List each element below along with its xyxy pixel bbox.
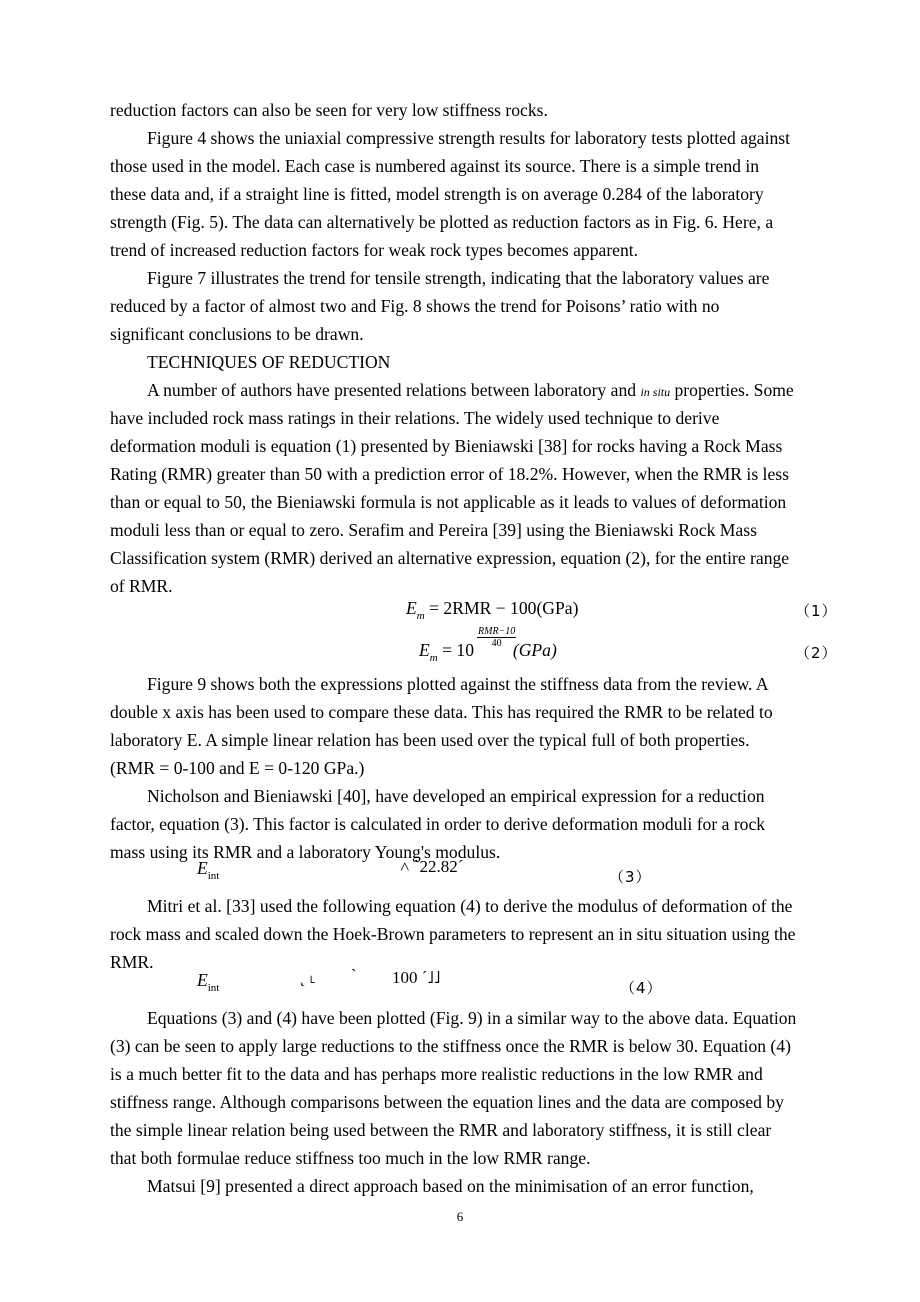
eq-rhs: = 2RMR − 100(GPa): [429, 598, 579, 618]
equation-number: （2）: [795, 644, 838, 662]
text-line: deformation moduli is equation (1) presented by Bieniawski [38] for rocks having a Rock Mass: [110, 436, 783, 456]
text-line: than or equal to 50, the Bieniawski formula is not applicable as it leads to values of deformation: [110, 492, 787, 512]
text-line: strength (Fig. 5). The data can alternatively be plotted as reduction factors as in Fig. 6. Here, a: [110, 212, 774, 232]
text-line: rock mass and scaled down the Hoek-Brown parameters to represent an in situ situation using the: [110, 924, 796, 944]
eq-base: = 10: [442, 640, 475, 660]
eq-subscript: m: [429, 652, 438, 664]
text-line: Classification system (RMR) derived an alternative expression, equation (2), for the entire range: [110, 548, 790, 568]
text-line: [147, 376, 830, 406]
text-line: these data and, if a straight line is fitted, model strength is on average 0.284 of the laboratory: [110, 184, 764, 204]
eq-symbol: E: [419, 640, 430, 660]
text-line: Nicholson and Bieniawski [40], have developed an empirical expression for a reduction: [147, 786, 765, 806]
eq-fragment: ˛ ˪: [300, 968, 316, 987]
eq-subscript: m: [416, 610, 425, 622]
equation-2: [419, 640, 557, 664]
text-line: (3) can be seen to apply large reductions to the stiffness once the RMR is below 30. Equation (4): [110, 1036, 791, 1056]
text-line: RMR.: [110, 952, 154, 972]
page-number: 6: [456, 1209, 464, 1224]
text-line: factor, equation (3). This factor is calculated in order to derive deformation moduli for a rock: [110, 814, 766, 834]
text-line: Equations (3) and (4) have been plotted (Fig. 9) in a similar way to the above data. Equation: [147, 1008, 797, 1028]
text-line: laboratory E. A simple linear relation has been used over the typical full of both properties.: [110, 730, 750, 750]
text-span: A number of authors have presented relations between laboratory and: [147, 380, 641, 400]
text-span: properties. Some: [670, 380, 794, 400]
eq-subscript: int: [207, 870, 220, 882]
text-line: of RMR.: [110, 576, 173, 596]
equation-number: （4）: [620, 979, 663, 997]
equation-number: （3）: [609, 868, 652, 886]
equation-number: （1）: [795, 602, 838, 620]
text-line: moduli less than or equal to zero. Serafim and Pereira [39] using the Bieniawski Rock Mass: [110, 520, 757, 540]
exp-denominator: 40: [491, 638, 502, 649]
text-line: double x axis has been used to compare these data. This has required the RMR to be related to: [110, 702, 773, 722]
text-line: those used in the model. Each case is numbered against its source. There is a simple trend in: [110, 156, 760, 176]
text-line: Matsui [9] presented a direct approach based on the minimisation of an error function,: [147, 1176, 754, 1196]
eq-unit: (GPa): [512, 640, 557, 660]
text-line: significant conclusions to be drawn.: [110, 324, 364, 344]
text-line: Figure 7 illustrates the trend for tensile strength, indicating that the laboratory values are: [147, 268, 770, 288]
eq-symbol: E: [197, 970, 208, 990]
text-line: Figure 9 shows both the expressions plotted against the stiffness data from the review. A: [147, 674, 769, 694]
eq-fragment: `: [351, 966, 357, 985]
italic-term: in situ: [640, 385, 671, 399]
text-line: Rating (RMR) greater than 50 with a prediction error of 18.2%. However, when the RMR is less: [110, 464, 789, 484]
equation-1: [406, 598, 579, 622]
text-line: stiffness range. Although comparisons between the equation lines and the data are composed by: [110, 1092, 784, 1112]
text-line: trend of increased reduction factors for weak rock types becomes apparent.: [110, 240, 639, 260]
exp-numerator: RMR−10: [478, 626, 516, 637]
text-line: is a much better fit to the data and has perhaps more realistic reductions in the low RMR and: [110, 1064, 763, 1084]
section-heading: TECHNIQUES OF REDUCTION: [147, 352, 391, 372]
eq-symbol: E: [197, 858, 208, 878]
equation-4: [197, 970, 220, 994]
equation-3: [197, 858, 220, 882]
text-line: that both formulae reduce stiffness too much in the low RMR range.: [110, 1148, 591, 1168]
text-line: Figure 4 shows the uniaxial compressive strength results for laboratory tests plotted against: [147, 128, 791, 148]
eq-symbol: E: [406, 598, 417, 618]
text-line: have included rock mass ratings in their relations. The widely used technique to derive: [110, 408, 720, 428]
text-line: mass using its RMR and a laboratory Young's modulus.: [110, 842, 501, 862]
eq-fragment: 100 ´˩˩: [392, 968, 441, 987]
text-line: the simple linear relation being used between the RMR and laboratory stiffness, it is still clear: [110, 1120, 772, 1140]
text-line: reduction factors can also be seen for very low stiffness rocks.: [110, 100, 548, 120]
eq-fragment: ˄ `22.82´: [400, 857, 464, 876]
text-line: (RMR = 0-100 and E = 0-120 GPa.): [110, 758, 365, 778]
text-line: reduced by a factor of almost two and Fig. 8 shows the trend for Poisons’ ratio with no: [110, 296, 720, 316]
eq-subscript: int: [207, 982, 220, 994]
text-line: Mitri et al. [33] used the following equation (4) to derive the modulus of deformation of the: [147, 896, 793, 916]
